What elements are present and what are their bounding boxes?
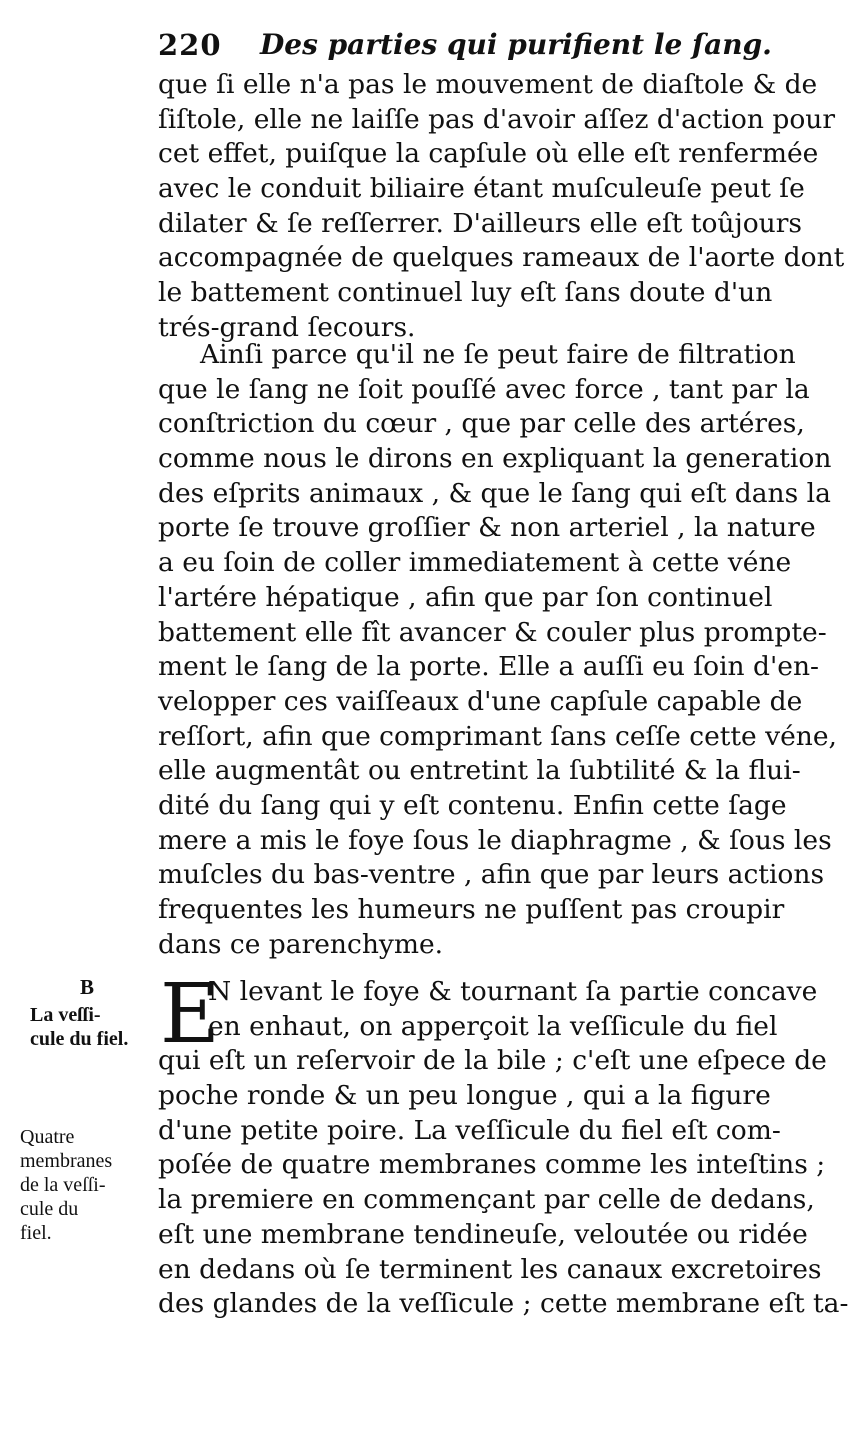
- paragraph-2: [158, 338, 837, 962]
- page-header: [158, 28, 772, 68]
- margin-letter: B: [79, 975, 94, 999]
- text-line: trés-grand ſecours.: [158, 311, 416, 343]
- margin-line: Quatre: [20, 1126, 75, 1148]
- text-line: dans ce parenchyme.: [158, 928, 444, 960]
- text-line: reſſort, afin que comprimant ſans ceſſe cette véne,: [158, 720, 837, 752]
- text-line: le battement continuel luy eſt ſans doute d'un: [158, 277, 773, 309]
- text-line: N levant le foye & tournant ſa partie concave: [208, 976, 818, 1007]
- margin-note-membranes: [20, 1125, 156, 1245]
- text-line: frequentes les humeurs ne puſſent pas croupir: [158, 894, 785, 925]
- text-line: dité du ſang qui y eſt contenu. Enfin cette ſage: [158, 789, 787, 821]
- margin-note-letter: [12, 975, 162, 999]
- text-line: muſcles du bas-ventre , afin que par leurs actions: [158, 859, 825, 891]
- text-line: eſt une membrane tendineuſe, veloutée ou ridée: [158, 1218, 808, 1250]
- paragraph-3: [158, 967, 848, 1322]
- margin-line: cule du: [20, 1198, 79, 1220]
- text-line: battement elle fît avancer & couler plus prompte-: [158, 616, 827, 648]
- text-line: Ainſi parce qu'il ne ſe peut faire de filtration: [200, 339, 796, 370]
- margin-line: de la veſſi-: [20, 1174, 106, 1196]
- margin-line: fiel.: [20, 1222, 52, 1244]
- text-line: en enhaut, on apperçoit la veſſicule du fiel: [208, 1010, 778, 1042]
- text-line: conſtriction du cœur , que par celle des artéres,: [158, 408, 805, 440]
- text-line: cet effet, puiſque la capſule où elle eſt renfermée: [158, 138, 819, 170]
- text-line: accompagnée de quelques rameaux de l'aorte dont: [158, 242, 845, 274]
- text-line: elle augmentât ou entretint la ſubtilité & la flui-: [158, 755, 801, 787]
- margin-line: membranes: [20, 1150, 113, 1172]
- text-line: la premiere en commençant par celle de dedans,: [158, 1184, 815, 1216]
- running-title: Des parties qui purifient le ſang.: [260, 28, 772, 61]
- text-line: mere a mis le foye ſous le diaphragme , & ſous les: [158, 824, 832, 856]
- text-line: ment le ſang de la porte. Elle a auſſi eu ſoin d'en-: [158, 651, 819, 683]
- text-line: porte ſe trouve groſſier & non arteriel , la nature: [158, 512, 816, 544]
- text-line: a eu ſoin de coller immediatement à cette véne: [158, 547, 792, 579]
- text-line: poche ronde & un peu longue , qui a la figure: [158, 1080, 771, 1112]
- text-line: dilater & ſe reſſerrer. D'ailleurs elle eſt toûjours: [158, 207, 803, 239]
- text-line: en dedans où ſe terminent les canaux excretoires: [158, 1253, 822, 1285]
- text-line: comme nous le dirons en expliquant la generation: [158, 443, 832, 475]
- paragraph-1: [158, 68, 845, 346]
- drop-cap: E: [160, 967, 220, 1062]
- text-line: que ſi elle n'a pas le mouvement de diaſtole & de: [158, 69, 818, 100]
- margin-line: cule du fiel.: [30, 1028, 129, 1050]
- text-line: que le ſang ne ſoit pouſſé avec force , tant par la: [158, 373, 810, 405]
- text-line: ſiſtole, elle ne laiſſe pas d'avoir aſſez d'action pour: [158, 103, 836, 135]
- text-line: poſée de quatre membranes comme les inteſtins ;: [158, 1149, 826, 1181]
- text-line: des eſprits animaux , & que le ſang qui eſt dans la: [158, 477, 831, 509]
- text-line: l'artére hépatique , afin que par ſon continuel: [158, 581, 773, 613]
- page-number: 220: [158, 28, 222, 62]
- margin-line: La veſſi-: [30, 1004, 101, 1026]
- text-line: qui eſt un reſervoir de la bile ; c'eſt une eſpece de: [158, 1045, 827, 1077]
- text-line: velopper ces vaiſſeaux d'une capſule capable de: [158, 685, 803, 717]
- margin-note-vesicule: [30, 1003, 166, 1051]
- text-line: d'une petite poire. La veſſicule du fiel eſt com-: [158, 1114, 781, 1146]
- text-line: avec le conduit biliaire étant muſculeuſe peut ſe: [158, 173, 805, 205]
- text-line: des glandes de la veſſicule ; cette membrane eſt ta-: [158, 1288, 848, 1320]
